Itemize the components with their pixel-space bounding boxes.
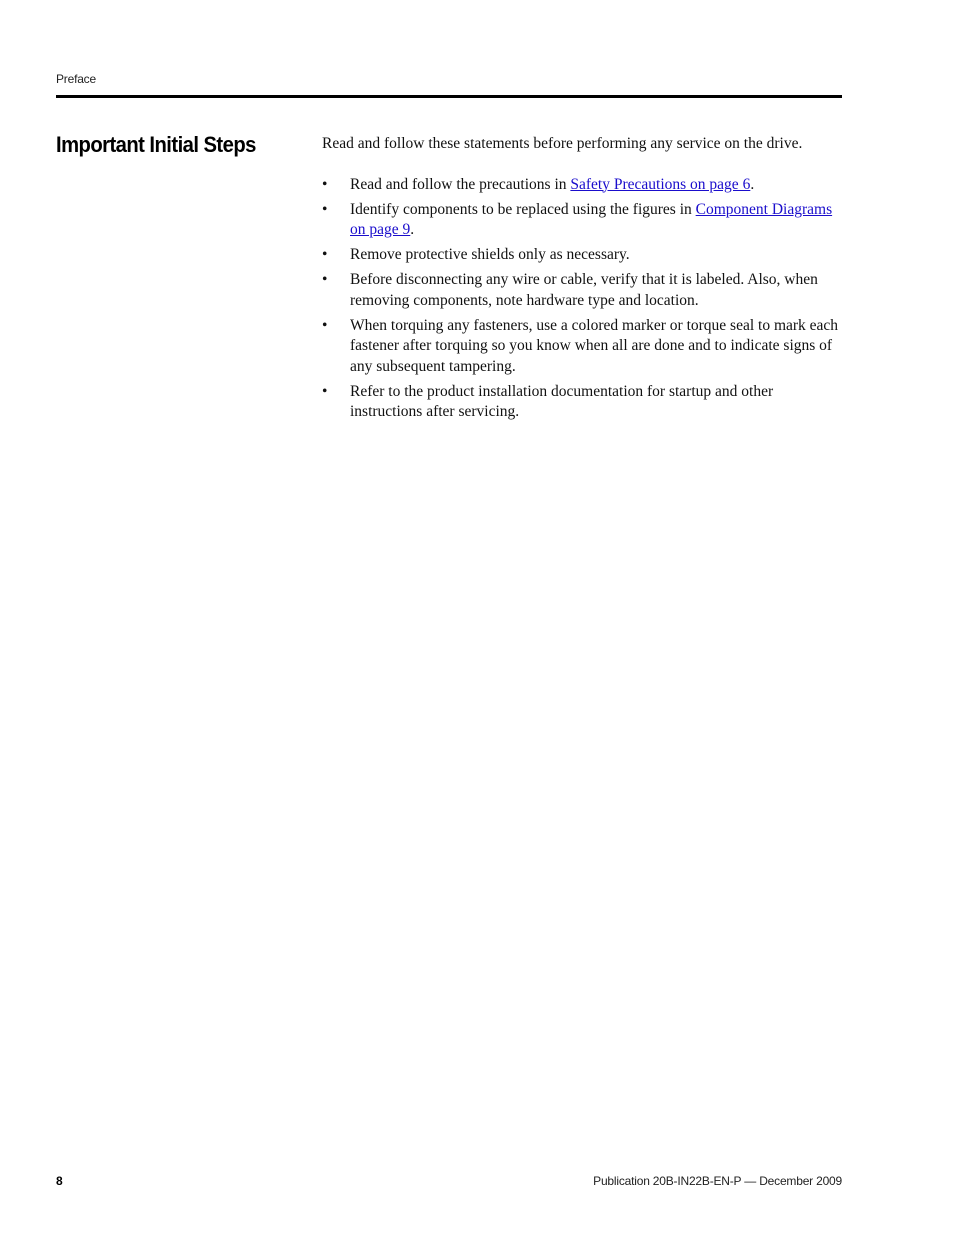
component-diagrams-link[interactable]: Component Diagrams on page 9 — [350, 200, 833, 238]
list-item — [322, 316, 842, 378]
body-column — [322, 134, 842, 427]
bullet-icon: • — [322, 316, 328, 334]
intro-paragraph: Read and follow these statements before performing any service on the drive. — [322, 135, 803, 152]
section-heading: Important Initial Steps — [56, 132, 256, 157]
list-item — [322, 245, 842, 266]
bullet-icon: • — [322, 246, 328, 263]
header-rule — [56, 95, 842, 98]
item-text: Remove protective shields only as necessary. — [350, 246, 630, 263]
list-item — [322, 200, 842, 241]
bullet-icon: • — [322, 271, 328, 288]
item-text: Refer to the product installation documentation for startup and other instructions after servicing. — [350, 382, 774, 420]
bullet-icon: • — [322, 382, 328, 400]
list-item — [322, 382, 842, 423]
item-text: Before disconnecting any wire or cable, verify that it is labeled. Also, when removing components, note hardware type and location. — [350, 271, 818, 309]
bullet-icon: • — [322, 200, 328, 218]
steps-list — [322, 175, 842, 423]
list-item — [322, 175, 842, 196]
bullet-icon: • — [322, 175, 328, 193]
item-text: . — [750, 175, 755, 193]
item-text: Identify components to be replaced using the figures in — [350, 200, 696, 218]
item-text: . — [410, 221, 415, 238]
list-item — [322, 270, 842, 311]
publication-info: Publication 20B-IN22B-EN-P — December 2009 — [593, 1174, 842, 1188]
item-text: Read and follow the precautions in — [350, 175, 571, 193]
safety-precautions-link[interactable]: Safety Precautions on page 6 — [570, 175, 751, 193]
page-number: 8 — [56, 1174, 63, 1188]
running-header: Preface — [56, 72, 96, 86]
item-text: When torquing any fasteners, use a colored marker or torque seal to mark each fastener after torquing so you know when all are done and to indicate signs of any subsequent tampering. — [350, 316, 839, 375]
